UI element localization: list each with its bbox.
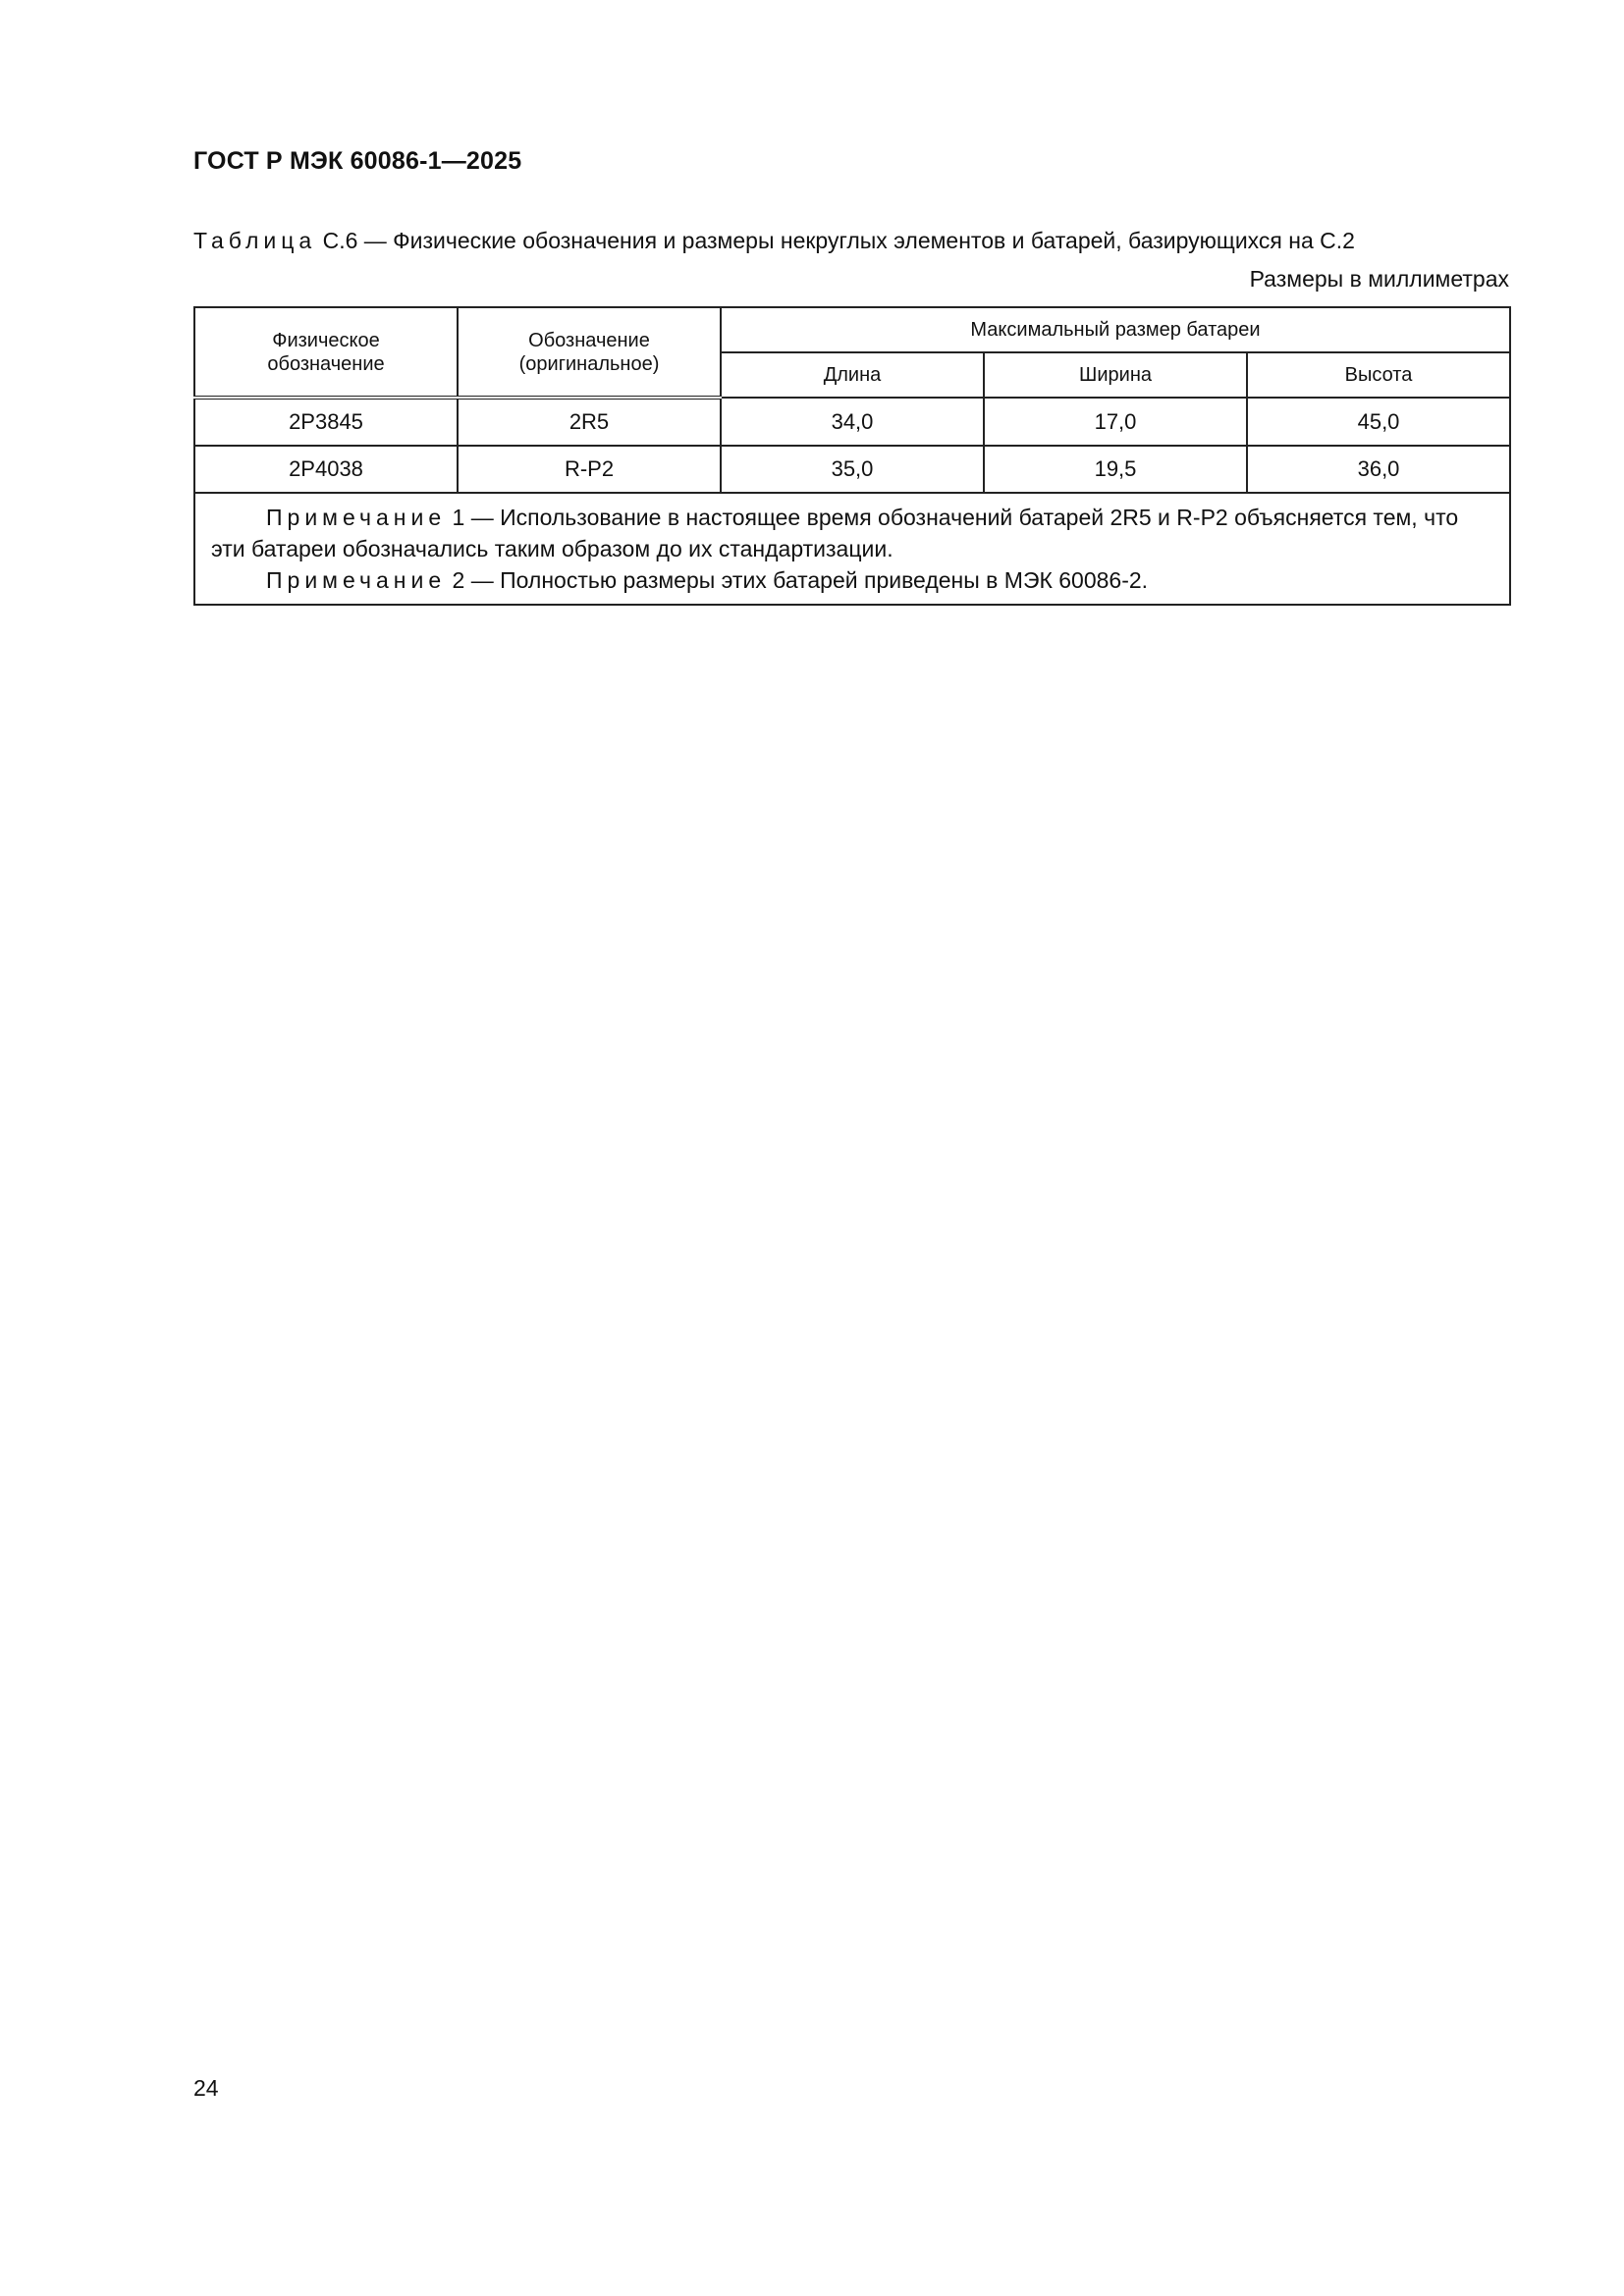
table-row (194, 446, 1510, 493)
table-notes (194, 493, 1510, 605)
cell-height: 45,0 (1247, 398, 1510, 446)
units-note: Размеры в миллиметрах (1249, 266, 1509, 292)
cell-physical: 2P4038 (194, 446, 458, 493)
cell-width: 17,0 (984, 398, 1247, 446)
table-note-2 (211, 564, 1493, 596)
table-caption-prefix: Таблица (193, 228, 317, 253)
table-caption-text: С.6 — Физические обозначения и размеры некруглых элементов и батарей, базирующихся на С.2 (316, 228, 1355, 253)
header-physical-designation (194, 307, 458, 398)
header-max-size-group: Максимальный размер батареи (721, 307, 1510, 352)
cell-original: 2R5 (458, 398, 721, 446)
note-1-label: Примечание (266, 505, 447, 530)
cell-width: 19,5 (984, 446, 1247, 493)
note-1-text: 1 — Использование в настоящее время обозначений батарей 2R5 и R-P2 объясняется тем, что эти батареи обозначались таким образом до их стандартизации. (211, 505, 1459, 561)
cell-physical: 2P3845 (194, 398, 458, 446)
cell-length: 35,0 (721, 446, 984, 493)
note-2-text: 2 — Полностью размеры этих батарей приведены в МЭК 60086-2. (446, 567, 1149, 593)
page-number: 24 (193, 2075, 219, 2101)
battery-dimensions-table (193, 306, 1511, 606)
header-length: Длина (721, 352, 984, 398)
document-standard-id: ГОСТ Р МЭК 60086-1—2025 (193, 147, 522, 175)
cell-original: R-P2 (458, 446, 721, 493)
table-row (194, 398, 1510, 446)
header-physical-designation-label: Физическое обозначение (267, 329, 385, 375)
header-height: Высота (1247, 352, 1510, 398)
table-caption (193, 228, 1355, 254)
note-2-label: Примечание (266, 567, 447, 593)
header-original-designation-label: Обозначение (оригинальное) (518, 329, 660, 375)
header-width: Ширина (984, 352, 1247, 398)
cell-height: 36,0 (1247, 446, 1510, 493)
table-note-1 (211, 502, 1493, 564)
cell-length: 34,0 (721, 398, 984, 446)
header-original-designation (458, 307, 721, 398)
